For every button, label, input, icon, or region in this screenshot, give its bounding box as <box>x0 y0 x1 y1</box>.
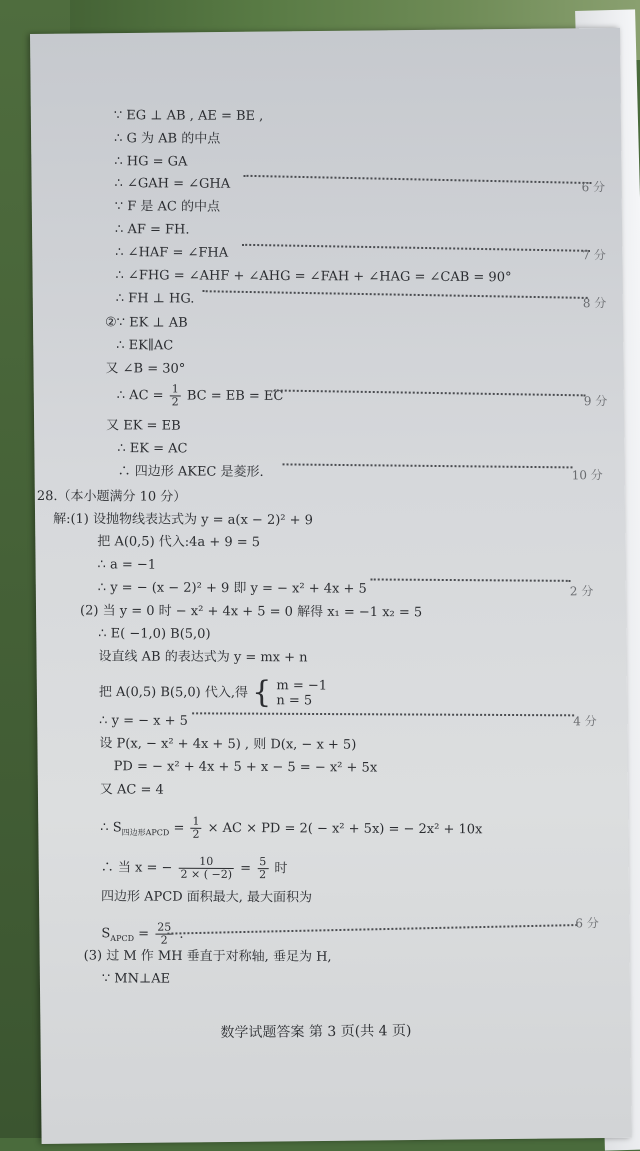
solution-line-6: ∴ E( −1,0) B(5,0) <box>98 626 211 642</box>
solution-line-10: 设 P(x, − x² + 4x + 5) , 则 D(x, − x + 5) <box>99 736 357 753</box>
line16-suffix: . <box>179 926 184 942</box>
equation-system <box>276 678 327 708</box>
fraction-denominator: 2 <box>192 827 200 841</box>
line14-prefix: ∴ 当 x = − <box>100 860 173 876</box>
dot-leader-2 <box>242 244 590 252</box>
fraction-five-halves <box>257 856 268 881</box>
proof-line-6: ∴ AF = FH. <box>115 222 190 238</box>
score-2: 2 分 <box>569 584 594 599</box>
system-brace: { <box>252 675 272 711</box>
score-4: 4 分 <box>573 714 597 729</box>
proof-line-12: 又 ∠B = 30° <box>105 361 186 377</box>
line14-equals: = <box>240 861 252 877</box>
solution-line-11: PD = − x² + 4x + 5 + x − 5 = − x² + 5x <box>113 759 378 776</box>
fraction-half <box>170 383 181 408</box>
score-6-a: 6 分 <box>581 179 606 195</box>
dot-leader-5 <box>283 463 573 468</box>
proof-line-11: ∴ EK∥AC <box>116 338 174 354</box>
proof-line-15: ∴ EK = AC <box>117 441 188 457</box>
solution-line-1: 解:(1) 设抛物线表达式为 y = a(x − 2)² + 9 <box>53 511 313 529</box>
line8-prefix: 把 A(0,5) B(5,0) 代入,得 <box>98 684 249 701</box>
score-8: 8 分 <box>582 295 607 311</box>
solution-line-13 <box>100 815 482 843</box>
line13-prefix: ∴ AC = <box>116 388 164 404</box>
line13b-equals: = <box>169 820 185 836</box>
dot-leader-3 <box>203 290 588 299</box>
page-footer: 数学试题答案 第 3 页(共 4 页) <box>220 1023 412 1042</box>
proof-line-10: ②∵ EK ⊥ AB <box>104 315 188 331</box>
line13-suffix: BC = EB = EC <box>186 388 284 404</box>
proof-line-9: ∴ FH ⊥ HG. <box>115 291 195 307</box>
fraction-numerator: 1 <box>191 816 202 829</box>
proof-line-3: ∴ HG = GA <box>114 154 188 170</box>
proof-line-2: ∴ G 为 AB 的中点 <box>114 131 221 147</box>
score-10: 10 分 <box>571 468 603 483</box>
fraction-numerator: 1 <box>170 383 181 396</box>
proof-line-16: ∴ 四边形 AKEC 是菱形. <box>117 464 264 480</box>
fraction-denominator: 2 <box>259 868 267 882</box>
line16-prefix: S <box>101 926 111 942</box>
solution-line-17: (3) 过 M 作 MH 垂直于对称轴, 垂足为 H, <box>83 948 332 965</box>
question-28-heading: 28.（本小题满分 10 分） <box>36 488 187 505</box>
area-subscript-apcd: APCD <box>110 933 135 944</box>
solution-line-18: ∵ MN⊥AE <box>101 971 171 987</box>
proof-line-1: ∵ EG ⊥ AB , AE = BE , <box>113 108 264 124</box>
line16-equals: = <box>134 926 150 942</box>
fraction-denominator: 2 × ( −2) <box>180 867 233 881</box>
solution-line-14 <box>101 855 288 881</box>
solution-line-15: 四边形 APCD 面积最大, 最大面积为 <box>101 889 313 906</box>
line13b-prefix: ∴ S <box>100 820 122 836</box>
solution-line-9: ∴ y = − x + 5 <box>99 713 188 729</box>
solution-line-2: 把 A(0,5) 代入:4a + 9 = 5 <box>97 534 261 551</box>
fraction-numerator: 5 <box>257 856 268 869</box>
solution-line-4: ∴ y = − (x − 2)² + 9 即 y = − x² + 4x + 5 <box>97 580 367 597</box>
answer-sheet-page <box>30 28 632 1144</box>
proof-line-5: ∵ F 是 AC 的中点 <box>114 199 221 215</box>
dot-leader-7 <box>192 712 574 716</box>
solution-line-12: 又 AC = 4 <box>99 782 164 798</box>
area-subscript: 四边形APCD <box>121 828 170 838</box>
line13b-suffix: × AC × PD = 2( − x² + 5x) = − 2x² + 10x <box>207 820 483 838</box>
system-eq-2: n = 5 <box>276 693 313 709</box>
proof-line-4: ∴ ∠GAH = ∠GHA <box>114 176 231 192</box>
line14-suffix: 时 <box>274 861 288 877</box>
solution-line-3: ∴ a = −1 <box>97 557 157 573</box>
solution-line-7: 设直线 AB 的表达式为 y = mx + n <box>98 649 308 666</box>
solution-line-8 <box>98 675 328 711</box>
proof-line-13 <box>117 383 284 409</box>
dot-leader-4 <box>274 389 586 396</box>
fraction-vertex <box>178 856 234 881</box>
fraction-denominator: 2 <box>160 933 168 947</box>
fraction-denominator: 2 <box>171 395 179 409</box>
fraction-numerator: 25 <box>155 922 173 935</box>
score-6-b: 6 分 <box>575 916 599 931</box>
score-7: 7 分 <box>582 247 606 263</box>
fraction-half-area <box>190 816 201 841</box>
system-eq-1: m = −1 <box>276 678 328 694</box>
dot-leader-6 <box>371 578 571 581</box>
proof-line-14: 又 EK = EB <box>106 418 181 434</box>
score-9: 9 分 <box>583 393 608 409</box>
fraction-numerator: 10 <box>179 856 235 869</box>
proof-line-8: ∴ ∠FHG = ∠AHF + ∠AHG = ∠FAH + ∠HAG = ∠CAB = 90° <box>115 268 512 286</box>
dot-leader-8 <box>167 924 577 935</box>
dot-leader-1 <box>243 175 591 184</box>
solution-line-5: (2) 当 y = 0 时 − x² + 4x + 5 = 0 解得 x₁ = −1 x₂ = 5 <box>80 603 423 621</box>
proof-line-7: ∴ ∠HAF = ∠FHA <box>115 245 229 261</box>
